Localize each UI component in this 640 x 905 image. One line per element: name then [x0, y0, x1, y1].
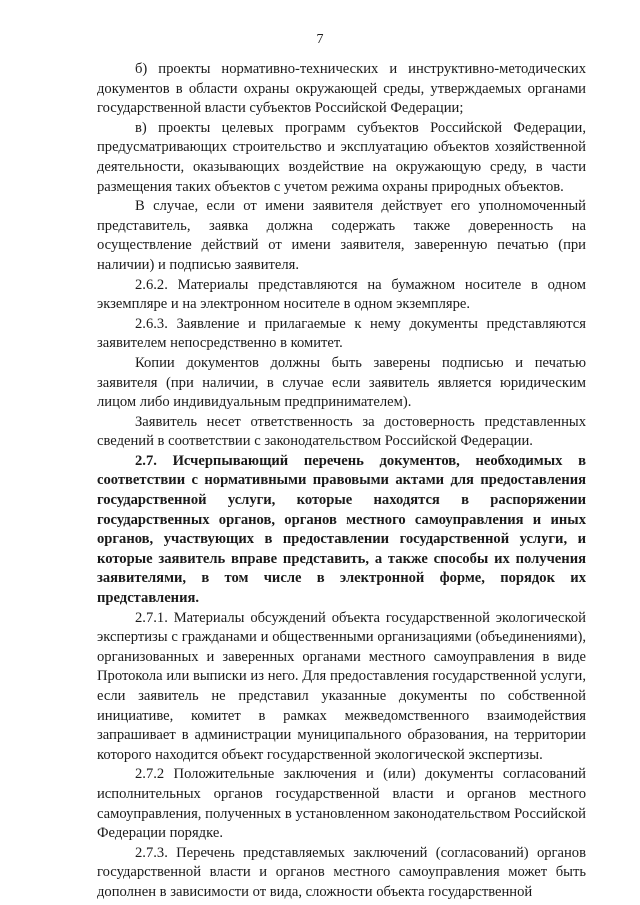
- paragraph-2-7-3: 2.7.3. Перечень представляемых заключений (согласований) органов государственной власти и органов местного самоуправления может быть дополнен в зависимости от вида, сложности объекта государственной: [97, 844, 586, 900]
- paragraph-2-6-2: 2.6.2. Материалы представляются на бумажном носителе в одном экземпляре и на электронном носителе в одном экземпляре.: [97, 276, 586, 313]
- page-number: 7: [316, 32, 324, 47]
- document-body: [97, 60, 586, 903]
- paragraph-2-7-1: 2.7.1. Материалы обсуждений объекта государственной экологической экспертизы с гражданами и общественными организациями (объединениями), организованных и заверенных органами местного самоуправления в виде Протокола или выписки из него. Для предоставления государственной услуги, если заявитель не представил указанные документы по собственной инициативе, комитет в рамках межведомственного взаимодействия запрашивает в администрации муниципального образования, на территории которого находится объект государственной экологической экспертизы.: [97, 609, 586, 763]
- paragraph-responsibility: Заявитель несет ответственность за достоверность представленных сведений в соответствии с законодательством Российской Федерации.: [97, 413, 586, 450]
- paragraph-2-6-3: 2.6.3. Заявление и прилагаемые к нему документы представляются заявителем непосредственно в комитет.: [97, 315, 586, 352]
- paragraph-representative: В случае, если от имени заявителя действует его уполномоченный представитель, заявка должна содержать также доверенность на осуществление действий от имени заявителя, заверенную печатью (при наличии) и подписью заявителя.: [97, 198, 586, 273]
- paragraph-2-7-2: 2.7.2 Положительные заключения и (или) документы согласований исполнительных органов государственной власти и органов местного самоуправления, полученных в установленном законодательством Российской Федерации порядке.: [97, 766, 586, 842]
- paragraph-copies: Копии документов должны быть заверены подписью и печатью заявителя (при наличии, в случае если заявитель является юридическим лицом либо индивидуальным предпринимателем).: [97, 354, 586, 411]
- paragraph-v-programs: в) проекты целевых программ субъектов Российской Федерации, предусматривающих строительство и эксплуатацию объектов хозяйственной деятельности, оказывающих воздействие на окружающую среду, в части размещения таких объектов с учетом режима охраны природных объектов.: [97, 119, 586, 195]
- section-heading-2-7: 2.7. Исчерпывающий перечень документов, необходимых в соответствии с нормативными правовыми актами для предоставления государственной услуги, которые находятся в распоряжении государственных органов, органов местного самоуправления и иных органов, участвующих в предоставлении государственной услуги, и которые заявитель вправе представить, а также способы их получения заявителями, в том числе в электронной форме, порядок их представления.: [97, 452, 586, 607]
- paragraph-b-standards: б) проекты нормативно-технических и инструктивно-методических документов в области охраны окружающей среды, утверждаемых органами государственной власти субъектов Российской Федерации;: [97, 61, 586, 117]
